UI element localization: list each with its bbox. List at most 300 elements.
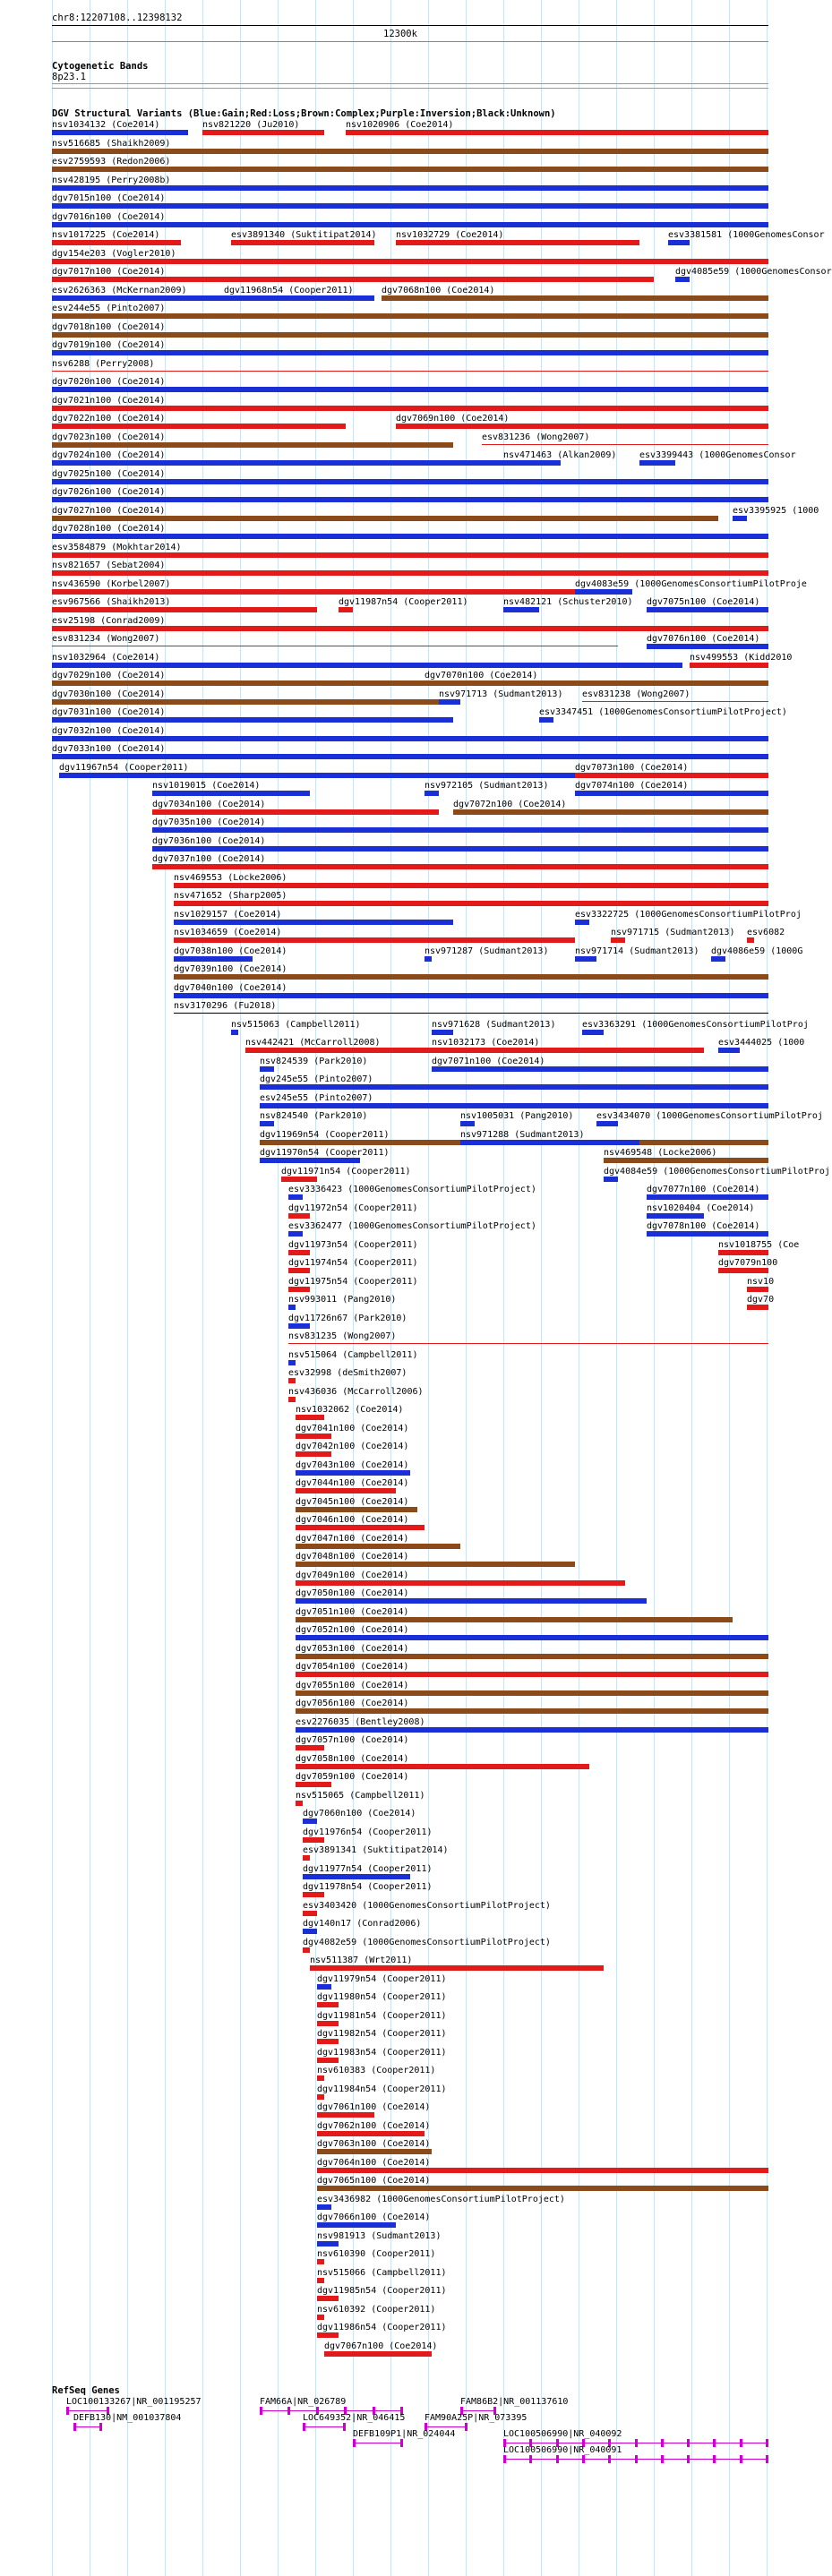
variant-bar[interactable]: [668, 240, 690, 245]
gene-exon[interactable]: [503, 2455, 506, 2463]
variant-bar[interactable]: [317, 2278, 324, 2283]
variant-bar[interactable]: [296, 1544, 460, 1549]
variant-label: dgv7026n100 (Coe2014): [52, 487, 166, 497]
variant-label: dgv7053n100 (Coe2014): [296, 1643, 409, 1654]
variant-label: dgv7032n100 (Coe2014): [52, 725, 166, 736]
variant-bar[interactable]: [152, 791, 310, 796]
variant-label: dgv11974n54 (Cooper2011): [288, 1258, 418, 1268]
variant-bar[interactable]: [482, 444, 768, 445]
variant-bar[interactable]: [152, 864, 768, 869]
variant-bar[interactable]: [52, 552, 768, 558]
variant-label: dgv7044n100 (Coe2014): [296, 1478, 409, 1488]
gene-exon[interactable]: [343, 2423, 346, 2431]
gene-exon[interactable]: [608, 2455, 611, 2463]
variant-bar[interactable]: [303, 1892, 324, 1897]
variant-bar[interactable]: [296, 1745, 324, 1750]
variant-label: nsv971288 (Sudmant2013): [460, 1129, 585, 1140]
gene-exon[interactable]: [635, 2455, 638, 2463]
gene-intron-line[interactable]: [66, 2410, 109, 2411]
ruler-tick-label: 12300k: [383, 29, 417, 39]
band-line-top: [52, 83, 768, 84]
variant-bar[interactable]: [281, 1177, 317, 1182]
gene-exon[interactable]: [661, 2455, 664, 2463]
variant-bar[interactable]: [52, 240, 181, 245]
variant-bar[interactable]: [396, 424, 768, 429]
variant-label: nsv1020906 (Coe2014): [346, 120, 454, 130]
variant-label: nsv515066 (Campbell2011): [317, 2267, 447, 2278]
variant-bar[interactable]: [317, 2204, 331, 2210]
variant-bar[interactable]: [174, 974, 768, 980]
gene-intron-line[interactable]: [303, 2426, 346, 2427]
variant-bar[interactable]: [604, 1177, 618, 1182]
variant-bar[interactable]: [317, 2296, 339, 2301]
variant-label: dgv11971n54 (Cooper2011): [281, 1166, 411, 1177]
variant-bar[interactable]: [52, 663, 682, 668]
variant-bar[interactable]: [711, 956, 725, 962]
variant-bar[interactable]: [296, 1415, 324, 1420]
variant-label: esv967566 (Shaikh2013): [52, 597, 171, 607]
variant-bar[interactable]: [52, 589, 575, 595]
variant-bar[interactable]: [288, 1194, 303, 1200]
variant-bar[interactable]: [747, 1305, 768, 1310]
variant-bar[interactable]: [503, 460, 561, 466]
variant-bar[interactable]: [52, 371, 768, 372]
variant-bar[interactable]: [52, 350, 768, 355]
gene-exon[interactable]: [260, 2407, 262, 2415]
variant-bar[interactable]: [174, 883, 768, 888]
variant-bar[interactable]: [231, 240, 374, 245]
variant-label: esv3584879 (Mokhtar2014): [52, 542, 182, 552]
variant-bar[interactable]: [296, 1654, 768, 1659]
variant-bar[interactable]: [747, 937, 754, 943]
variant-bar[interactable]: [647, 607, 768, 612]
variant-bar[interactable]: [52, 406, 768, 411]
variant-bar[interactable]: [425, 680, 768, 686]
variant-bar[interactable]: [582, 1030, 604, 1035]
variant-bar[interactable]: [52, 534, 768, 539]
variant-bar[interactable]: [296, 1562, 575, 1567]
variant-bar[interactable]: [647, 1213, 704, 1219]
gene-exon[interactable]: [99, 2423, 102, 2431]
variant-bar[interactable]: [317, 1984, 331, 1990]
variant-bar[interactable]: [575, 589, 632, 595]
variant-bar[interactable]: [260, 1066, 274, 1072]
variant-label: esv3347451 (1000GenomesConsortiumPilotProject): [539, 707, 787, 717]
variant-bar[interactable]: [596, 1121, 618, 1126]
variant-label: dgv11970n54 (Cooper2011): [260, 1148, 390, 1158]
variant-bar[interactable]: [288, 1360, 296, 1365]
variant-bar[interactable]: [503, 607, 539, 612]
variant-bar[interactable]: [317, 2168, 768, 2173]
variant-bar[interactable]: [288, 1287, 310, 1292]
variant-label: dgv140n17 (Conrad2006): [303, 1919, 422, 1929]
variant-bar[interactable]: [52, 516, 718, 521]
variant-label: esv3381581 (1000GenomesConsor: [668, 230, 825, 240]
variant-bar[interactable]: [52, 442, 453, 448]
variant-bar[interactable]: [52, 387, 768, 392]
variant-label: nsv1018755 (Coe: [718, 1239, 800, 1250]
variant-bar[interactable]: [425, 956, 432, 962]
variant-label: esv2759593 (Redon2006): [52, 157, 171, 167]
variant-bar[interactable]: [317, 2315, 324, 2320]
variant-label: dgv7063n100 (Coe2014): [317, 2139, 431, 2149]
variant-bar[interactable]: [260, 1121, 274, 1126]
variant-bar[interactable]: [296, 1708, 768, 1714]
variant-label: dgv11979n54 (Cooper2011): [317, 1973, 447, 1984]
variant-label: dgv7037n100 (Coe2014): [152, 854, 266, 864]
variant-bar[interactable]: [460, 1121, 475, 1126]
variant-label: esv244e55 (Pinto2007): [52, 304, 166, 313]
variant-bar[interactable]: [432, 1066, 768, 1072]
variant-bar[interactable]: [690, 663, 768, 668]
variant-bar[interactable]: [296, 1525, 425, 1530]
variant-label: dgv11981n54 (Cooper2011): [317, 2010, 447, 2021]
variant-label: esv3436982 (1000GenomesConsortiumPilotProject): [317, 2194, 565, 2204]
variant-bar[interactable]: [231, 1030, 238, 1035]
variant-bar[interactable]: [317, 2149, 432, 2154]
gene-exon[interactable]: [73, 2423, 76, 2431]
variant-bar[interactable]: [303, 1855, 310, 1861]
gene-exon[interactable]: [400, 2439, 403, 2447]
gene-intron-line[interactable]: [425, 2426, 467, 2427]
gene-exon[interactable]: [529, 2455, 532, 2463]
variant-bar[interactable]: [296, 1801, 303, 1806]
variant-label: dgv7042n100 (Coe2014): [296, 1442, 409, 1451]
gene-exon[interactable]: [582, 2455, 585, 2463]
variant-bar[interactable]: [317, 2259, 324, 2264]
variant-bar[interactable]: [675, 277, 690, 282]
variant-label: nsv1017225 (Coe2014): [52, 230, 160, 240]
variant-bar[interactable]: [339, 607, 353, 612]
variant-bar[interactable]: [52, 570, 768, 576]
variant-bar[interactable]: [52, 332, 768, 338]
variant-bar[interactable]: [52, 149, 768, 154]
variant-bar[interactable]: [52, 222, 768, 227]
variant-bar[interactable]: [396, 240, 639, 245]
variant-bar[interactable]: [460, 1140, 639, 1145]
variant-bar[interactable]: [296, 1782, 331, 1787]
variant-bar[interactable]: [52, 479, 768, 484]
variant-bar[interactable]: [288, 1250, 310, 1255]
variant-label: dgv11975n54 (Cooper2011): [288, 1276, 418, 1287]
variant-bar[interactable]: [52, 424, 346, 429]
variant-bar[interactable]: [317, 2222, 396, 2228]
variant-bar[interactable]: [52, 717, 453, 723]
variant-bar[interactable]: [52, 754, 768, 759]
variant-bar[interactable]: [317, 2002, 339, 2007]
variant-label: esv2276035 (Bentley2008): [296, 1716, 425, 1727]
variant-bar[interactable]: [575, 791, 768, 796]
variant-label: dgv11968n54 (Cooper2011): [224, 285, 354, 295]
variant-label: dgv7051n100 (Coe2014): [296, 1606, 409, 1617]
gene-label: DEFB130|NM_001037804: [73, 2413, 182, 2423]
variant-label: dgv154e203 (Vogler2010): [52, 248, 176, 259]
variant-label: dgv7043n100 (Coe2014): [296, 1459, 409, 1470]
variant-bar[interactable]: [296, 1598, 647, 1604]
variant-bar[interactable]: [317, 2058, 339, 2063]
variant-bar[interactable]: [346, 130, 768, 135]
variant-bar[interactable]: [747, 1287, 768, 1292]
variant-label: nsv471463 (Alkan2009): [503, 450, 617, 460]
gene-label: LOC100133267|NR_001195257: [66, 2397, 202, 2407]
variant-bar[interactable]: [52, 607, 317, 612]
variant-bar[interactable]: [288, 1231, 303, 1237]
variant-bar[interactable]: [52, 185, 768, 191]
variant-label: dgv7034n100 (Coe2014): [152, 799, 266, 809]
gene-exon[interactable]: [687, 2455, 690, 2463]
variant-label: nsv1029157 (Coe2014): [174, 909, 282, 920]
variant-bar[interactable]: [425, 791, 439, 796]
variant-label: dgv7067n100 (Coe2014): [324, 2341, 438, 2351]
variant-bar[interactable]: [296, 1690, 768, 1696]
variant-label: dgv7062n100 (Coe2014): [317, 2120, 431, 2131]
variant-bar[interactable]: [733, 516, 747, 521]
variant-label: esv3322725 (1000GenomesConsortiumPilotProj: [575, 909, 802, 920]
variant-label: esv3444025 (1000: [718, 1038, 805, 1048]
variant-bar[interactable]: [582, 701, 768, 702]
variant-label: dgv7036n100 (Coe2014): [152, 835, 266, 846]
variant-bar[interactable]: [288, 1305, 296, 1310]
band-track-title[interactable]: Cytogenetic Bands: [52, 61, 149, 72]
variant-label: dgv7041n100 (Coe2014): [296, 1423, 409, 1433]
variant-label: dgv7073n100 (Coe2014): [575, 762, 689, 773]
variant-label: dgv7072n100 (Coe2014): [453, 799, 567, 809]
gene-exon[interactable]: [713, 2455, 716, 2463]
variant-bar[interactable]: [174, 1013, 768, 1014]
variant-label: dgv7050n100 (Coe2014): [296, 1588, 409, 1598]
variant-bar[interactable]: [59, 773, 575, 778]
variant-label: dgv7038n100 (Coe2014): [174, 946, 287, 956]
variant-bar[interactable]: [303, 1947, 310, 1953]
variant-bar[interactable]: [174, 993, 768, 998]
variant-bar[interactable]: [604, 1158, 768, 1163]
variant-bar[interactable]: [152, 809, 439, 815]
gene-exon[interactable]: [740, 2439, 742, 2447]
ruler-line: [52, 25, 768, 26]
variant-bar[interactable]: [296, 1727, 768, 1733]
variant-bar[interactable]: [52, 295, 224, 301]
variant-bar[interactable]: [382, 295, 768, 301]
variant-bar[interactable]: [52, 699, 439, 705]
variant-label: dgv7075n100 (Coe2014): [647, 597, 760, 607]
variant-label: dgv7057n100 (Coe2014): [296, 1735, 409, 1745]
variant-bar[interactable]: [647, 1194, 768, 1200]
variant-bar[interactable]: [303, 1874, 410, 1879]
gene-exon[interactable]: [713, 2439, 716, 2447]
gene-exon[interactable]: [766, 2455, 768, 2463]
variant-label: dgv7074n100 (Coe2014): [575, 781, 689, 791]
gene-label: LOC100506990|NR_040092: [503, 2429, 622, 2439]
variant-bar[interactable]: [224, 295, 374, 301]
gene-exon[interactable]: [556, 2455, 559, 2463]
variant-bar[interactable]: [174, 937, 575, 943]
variant-bar[interactable]: [52, 460, 503, 466]
variant-label: dgv7035n100 (Coe2014): [152, 817, 266, 827]
gene-label: LOC649352|NR_046415: [303, 2413, 406, 2423]
variant-label: nsv972105 (Sudmant2013): [425, 781, 549, 791]
variant-label: nsv1034659 (Coe2014): [174, 928, 282, 937]
gene-exon[interactable]: [766, 2439, 768, 2447]
variant-label: dgv7029n100 (Coe2014): [52, 671, 166, 680]
variant-label: nsv1020404 (Coe2014): [647, 1202, 755, 1213]
gene-exon[interactable]: [635, 2439, 638, 2447]
variant-bar[interactable]: [288, 1378, 296, 1383]
variant-bar[interactable]: [52, 277, 654, 282]
gene-exon[interactable]: [303, 2423, 305, 2431]
band-line-bottom: [52, 88, 768, 89]
variant-label: esv3336423 (1000GenomesConsortiumPilotProject): [288, 1185, 536, 1194]
variant-label: nsv610390 (Cooper2011): [317, 2249, 436, 2259]
variant-bar[interactable]: [52, 497, 768, 502]
variant-bar[interactable]: [296, 1635, 768, 1640]
gene-exon[interactable]: [740, 2455, 742, 2463]
variant-label: esv3434070 (1000GenomesConsortiumPilotProj: [596, 1111, 823, 1121]
variant-label: dgv4083e59 (1000GenomesConsortiumPilotProje: [575, 578, 807, 589]
gene-exon[interactable]: [661, 2439, 664, 2447]
gene-label: LOC100506990|NR_040091: [503, 2445, 622, 2455]
variant-bar[interactable]: [288, 1268, 310, 1273]
variant-label: dgv7022n100 (Coe2014): [52, 414, 166, 424]
variant-bar[interactable]: [288, 1397, 296, 1402]
variant-bar[interactable]: [317, 2094, 324, 2100]
variant-bar[interactable]: [317, 2039, 339, 2044]
variant-bar[interactable]: [260, 1158, 360, 1163]
variant-bar[interactable]: [303, 1929, 317, 1934]
variant-bar[interactable]: [718, 1048, 740, 1053]
variant-label: dgv11983n54 (Cooper2011): [317, 2047, 447, 2058]
band-label: 8p23.1: [52, 72, 86, 82]
variant-bar[interactable]: [288, 1213, 310, 1219]
variant-bar[interactable]: [317, 2186, 768, 2191]
variant-label: nsv993011 (Pang2010): [288, 1295, 397, 1305]
variant-bar[interactable]: [303, 1819, 317, 1824]
variant-bar[interactable]: [539, 717, 553, 723]
variant-bar[interactable]: [303, 1911, 317, 1916]
variant-bar[interactable]: [296, 1507, 417, 1512]
variant-bar[interactable]: [52, 259, 768, 264]
variant-bar[interactable]: [317, 2332, 339, 2338]
variant-label: nsv831235 (Wong2007): [288, 1331, 397, 1341]
variant-label: nsv1032062 (Coe2014): [296, 1405, 404, 1415]
variant-label: dgv7054n100 (Coe2014): [296, 1662, 409, 1672]
variant-label: nsv821220 (Ju2010): [202, 120, 300, 130]
variant-bar[interactable]: [647, 1231, 768, 1237]
variant-bar[interactable]: [296, 1433, 331, 1439]
variant-bar[interactable]: [52, 203, 768, 209]
gene-exon[interactable]: [287, 2407, 290, 2415]
variant-bar[interactable]: [310, 1965, 604, 1971]
variant-bar[interactable]: [432, 1030, 453, 1035]
variant-bar[interactable]: [52, 313, 768, 319]
variant-bar[interactable]: [174, 901, 768, 906]
variant-label: dgv7076n100 (Coe2014): [647, 634, 760, 644]
variant-bar[interactable]: [317, 2021, 339, 2026]
variant-bar[interactable]: [296, 1451, 331, 1457]
variant-bar[interactable]: [52, 736, 768, 741]
variant-bar[interactable]: [260, 1084, 768, 1090]
variant-bar[interactable]: [52, 167, 768, 172]
variant-bar[interactable]: [639, 460, 675, 466]
variant-label: nsv469548 (Locke2006): [604, 1148, 717, 1158]
gene-intron-line[interactable]: [73, 2426, 102, 2427]
variant-bar[interactable]: [575, 773, 768, 778]
variant-bar[interactable]: [718, 1250, 768, 1255]
variant-bar[interactable]: [575, 920, 589, 925]
variant-label: esv245e55 (Pinto2007): [260, 1092, 373, 1103]
variant-label: nsv610392 (Cooper2011): [317, 2304, 436, 2315]
gene-exon[interactable]: [353, 2439, 356, 2447]
variant-bar[interactable]: [260, 1103, 768, 1108]
variant-label: dgv7027n100 (Coe2014): [52, 505, 166, 516]
variant-label: dgv7046n100 (Coe2014): [296, 1515, 409, 1525]
variant-bar[interactable]: [575, 956, 596, 962]
variant-bar[interactable]: [296, 1470, 410, 1476]
variant-bar[interactable]: [453, 809, 768, 815]
variant-label: dgv7023n100 (Coe2014): [52, 432, 166, 442]
variant-bar[interactable]: [317, 2241, 339, 2247]
variant-label: esv3363291 (1000GenomesConsortiumPilotProj: [582, 1019, 809, 1030]
variant-bar[interactable]: [288, 1343, 768, 1344]
variant-bar[interactable]: [296, 1764, 589, 1769]
variant-bar[interactable]: [317, 2112, 374, 2118]
variant-label: dgv7052n100 (Coe2014): [296, 1625, 409, 1635]
variant-bar[interactable]: [718, 1268, 768, 1273]
gene-exon[interactable]: [687, 2439, 690, 2447]
variant-label: nsv436590 (Korbel2007): [52, 578, 171, 589]
variant-bar[interactable]: [152, 827, 768, 833]
variant-bar[interactable]: [647, 644, 768, 649]
variant-label: dgv7059n100 (Coe2014): [296, 1772, 409, 1782]
variant-bar[interactable]: [202, 130, 324, 135]
dgv-track-title[interactable]: DGV Structural Variants (Blue:Gain;Red:Loss;Brown:Complex;Purple:Inversion;Black:Unknown): [52, 108, 556, 119]
variant-label: esv6082: [747, 928, 785, 937]
variant-bar[interactable]: [174, 920, 453, 925]
variant-label: dgv7060n100 (Coe2014): [303, 1809, 416, 1819]
variant-bar[interactable]: [432, 1048, 704, 1053]
variant-label: dgv7025n100 (Coe2014): [52, 468, 166, 479]
refseq-track-title[interactable]: RefSeq Genes: [52, 2385, 120, 2396]
variant-bar[interactable]: [152, 846, 768, 852]
variant-bar[interactable]: [296, 1580, 625, 1586]
variant-bar[interactable]: [439, 699, 460, 705]
gene-exon[interactable]: [465, 2423, 467, 2431]
gene-exon[interactable]: [66, 2407, 69, 2415]
variant-bar[interactable]: [296, 1488, 396, 1493]
variant-bar[interactable]: [296, 1672, 768, 1677]
variant-label: dgv70: [747, 1295, 775, 1305]
variant-bar[interactable]: [52, 626, 768, 631]
variant-label: esv25198 (Conrad2009): [52, 615, 166, 626]
variant-bar[interactable]: [296, 1617, 733, 1622]
gene-intron-line[interactable]: [460, 2410, 496, 2411]
variant-bar[interactable]: [303, 1837, 324, 1843]
coordinate-range: chr8:12207108..12398132: [52, 13, 183, 23]
variant-label: dgv11987n54 (Cooper2011): [339, 597, 468, 607]
variant-bar[interactable]: [317, 2075, 324, 2081]
variant-label: dgv11976n54 (Cooper2011): [303, 1827, 433, 1837]
variant-label: nsv471652 (Sharp2005): [174, 891, 287, 901]
gene-intron-line[interactable]: [260, 2410, 403, 2411]
variant-bar[interactable]: [288, 1323, 310, 1329]
variant-label: dgv7018n100 (Coe2014): [52, 321, 166, 332]
variant-bar[interactable]: [52, 130, 188, 135]
variant-bar[interactable]: [324, 2351, 432, 2357]
variant-bar[interactable]: [174, 956, 253, 962]
variant-bar[interactable]: [611, 937, 625, 943]
variant-label: dgv7065n100 (Coe2014): [317, 2176, 431, 2186]
variant-bar[interactable]: [52, 680, 425, 686]
variant-bar[interactable]: [317, 2131, 425, 2136]
